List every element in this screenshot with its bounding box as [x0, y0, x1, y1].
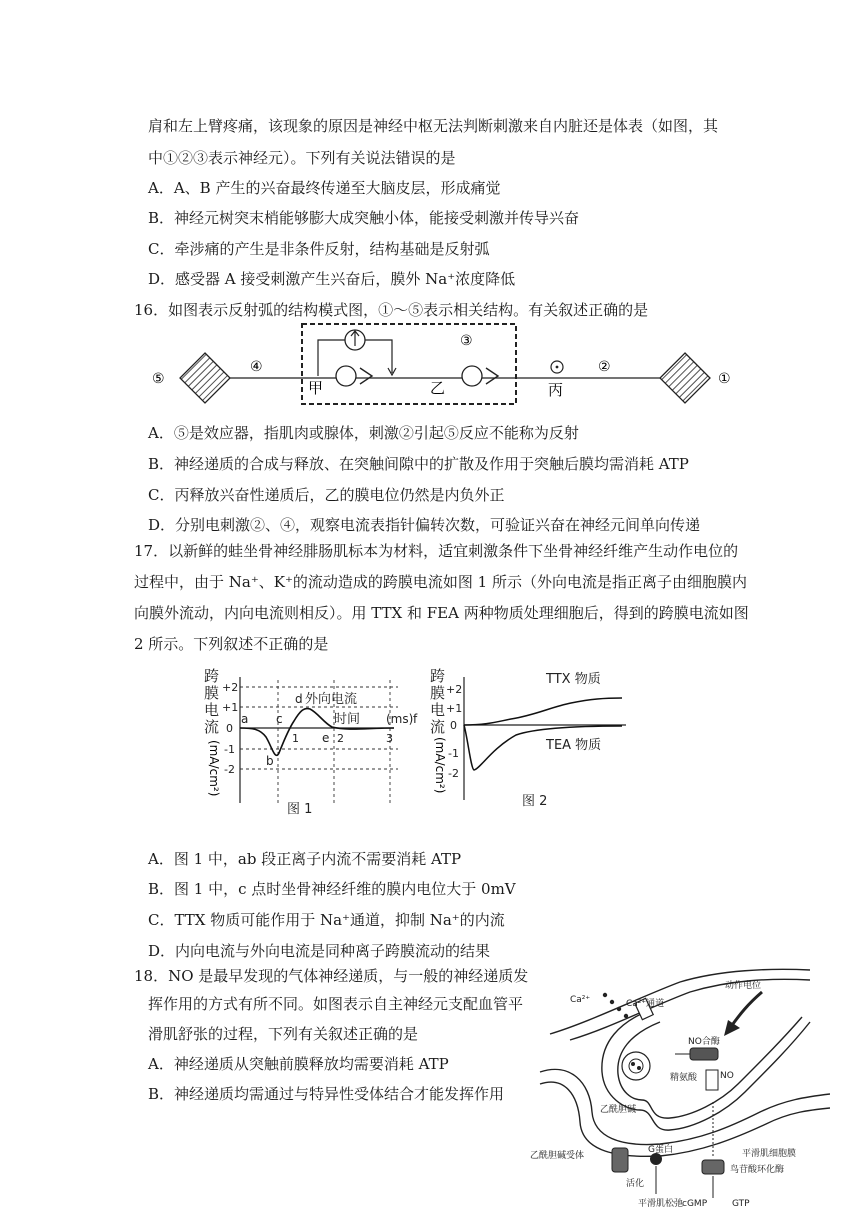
fig2-ylabel-4: 流: [430, 718, 446, 736]
label-yi: 乙: [430, 379, 446, 397]
q15-option-a: A．A、B 产生的兴奋最终传递至大脑皮层，形成痛觉: [148, 179, 501, 197]
fig2-ylabel-2: 膜: [430, 684, 446, 702]
label-guanylate: 鸟苷酸环化酶: [730, 1165, 785, 1175]
label-g-protein: G蛋白: [648, 1145, 673, 1155]
nerve-center-box: [302, 324, 516, 404]
q17-option-d: D．内向电流与外向电流是同种离子跨膜流动的结果: [148, 942, 491, 960]
fig2-unit: (mA/cm²): [433, 737, 447, 794]
label-activate: 活化: [626, 1179, 645, 1189]
fig1-point-d: d: [295, 692, 303, 706]
fig1-point-c: c: [276, 712, 283, 726]
q18-option-a: A．神经递质从突触前膜释放均需要消耗 ATP: [148, 1055, 449, 1073]
fig1-tick-p1: +1: [222, 701, 239, 714]
fig2-tick-0: 0: [450, 719, 457, 732]
label-action-potential: 动作电位: [725, 981, 762, 991]
fig1-time-label: 时间: [334, 712, 361, 727]
q15-option-b: B．神经元树突末梢能够膨大成突触小体，能接受刺激并传导兴奋: [148, 209, 580, 227]
q17-option-b: B．图 1 中，c 点时坐骨神经纤维的膜内电位大于 0mV: [148, 880, 516, 898]
fig2-tick-p2: +2: [446, 683, 463, 696]
fig1-caption: 图 1: [287, 802, 313, 817]
label-3: ③: [460, 333, 473, 349]
membrane-current-fig1: [198, 665, 428, 820]
fig1-unit: (mA/cm²): [207, 740, 221, 797]
fig1-tick-m2: -2: [224, 763, 235, 776]
fig2-tick-m1: -1: [448, 747, 459, 760]
fig2-ylabel-1: 跨: [430, 667, 446, 685]
q18-stem-line3: 滑肌舒张的过程，下列有关叙述正确的是: [148, 1025, 419, 1043]
fig1-point-a: a: [241, 712, 249, 726]
label-no: NO: [720, 1071, 734, 1081]
fig1-ylabel-2: 膜: [204, 684, 220, 702]
fig1-ylabel-3: 电: [204, 701, 220, 719]
label-4: ④: [250, 359, 263, 375]
fig1-ms: (ms): [386, 712, 414, 726]
fig1-point-e: e: [322, 731, 330, 745]
fig2-ttx-curve: [464, 698, 622, 725]
label-2: ②: [598, 359, 611, 375]
fig1-tick-m1: -1: [224, 743, 235, 756]
fig1-point-b: b: [266, 754, 274, 768]
no-synapse-figure: [530, 962, 830, 1216]
q15-stem-line2: 中①②③表示神经元）。下列有关说法错误的是: [148, 149, 456, 167]
label-ca-channel: Ca²⁺通道: [626, 999, 665, 1009]
q16-option-a: A．⑤是效应器，指肌肉或腺体，刺激②引起⑤反应不能称为反射: [148, 424, 579, 442]
label-ach-receptor: 乙酰胆碱受体: [530, 1151, 585, 1161]
q18-option-b: B．神经递质均需通过与特异性受体结合才能发挥作用: [148, 1085, 505, 1103]
fig1-xtick-1: 1: [292, 732, 299, 745]
fig1-curve: [240, 709, 394, 756]
fig2-ylabel-3: 电: [430, 701, 446, 719]
label-gtp: GTP: [732, 1199, 750, 1209]
membrane-current-fig2: [426, 665, 646, 820]
q17-option-a: A．图 1 中，ab 段正离子内流不需要消耗 ATP: [148, 850, 462, 868]
q18-stem-line2: 挥作用的方式有所不同。如图表示自主神经元支配血管平: [148, 995, 524, 1013]
fig2-ttx-label: TTX 物质: [546, 672, 601, 687]
q17-stem-line4: 2 所示。下列叙述不正确的是: [134, 635, 329, 653]
q17-stem-line3: 向膜外流动，内向电流则相反）。用 TTX 和 FEA 两种物质处理细胞后，得到的跨膜电流如图: [134, 604, 749, 622]
fig1-xtick-3: 3: [386, 732, 393, 745]
fig1-tick-p2: +2: [222, 681, 239, 694]
fig2-tea-label: TEA 物质: [546, 738, 602, 753]
label-jia: 甲: [308, 379, 324, 397]
fig1-ylabel-1: 跨: [204, 667, 220, 685]
q15-option-c: C．牵涉痛的产生是非条件反射，结构基础是反射弧: [148, 240, 490, 258]
label-relax: 平滑肌松弛: [638, 1199, 684, 1209]
fig1-tick-0: 0: [226, 722, 233, 735]
q15-option-d: D．感受器 A 接受刺激产生兴奋后，膜外 Na⁺浓度降低: [148, 270, 516, 288]
q15-stem-line1: 肩和左上臂疼痛，该现象的原因是神经中枢无法判断刺激来自内脏还是体表（如图，其: [148, 117, 719, 135]
label-ca: Ca²⁺: [570, 995, 591, 1005]
label-smooth-membrane: 平滑肌细胞膜: [742, 1149, 797, 1159]
q17-stem-line1: 17．以新鲜的蛙坐骨神经腓肠肌标本为材料，适宜刺激条件下坐骨神经纤维产生动作电位的: [134, 542, 739, 560]
q18-stem-line1: 18．NO 是最早发现的气体神经递质，与一般的神经递质发: [134, 967, 529, 985]
fig2-tick-p1: +1: [446, 702, 463, 715]
fig1-out-label: 外向电流: [305, 692, 358, 707]
fig1-xtick-2: 2: [337, 732, 344, 745]
label-cgmp: cGMP: [682, 1199, 708, 1209]
label-bing: 丙: [548, 381, 564, 399]
label-5: ⑤: [152, 371, 165, 387]
fig1-point-f: f: [413, 712, 418, 726]
fig2-caption: 图 2: [522, 794, 548, 809]
label-arginine: 精氨酸: [670, 1073, 698, 1083]
receptor-diamond: [660, 353, 710, 403]
q16-option-d: D．分别电刺激②、④，观察电流表指针偏转次数，可验证兴奋在神经元间单向传递: [148, 516, 701, 534]
label-ach: 乙酰胆碱: [600, 1105, 637, 1115]
reflex-arc-figure: [150, 318, 750, 408]
q16-stem: 16．如图表示反射弧的结构模式图，①～⑤表示相关结构。有关叙述正确的是: [134, 301, 649, 319]
effector-diamond: [180, 353, 230, 403]
fig2-tick-m2: -2: [448, 767, 459, 780]
fig1-ylabel-4: 流: [204, 718, 220, 736]
q17-stem-line2: 过程中，由于 Na⁺、K⁺的流动造成的跨膜电流如图 1 所示（外向电流是指正离子由细胞膜内: [134, 573, 747, 591]
q17-option-c: C．TTX 物质可能作用于 Na⁺通道，抑制 Na⁺的内流: [148, 911, 505, 929]
q16-option-b: B．神经递质的合成与释放、在突触间隙中的扩散及作用于突触后膜均需消耗 ATP: [148, 455, 689, 473]
label-1: ①: [718, 371, 731, 387]
q16-option-c: C．丙释放兴奋性递质后，乙的膜电位仍然是内负外正: [148, 486, 505, 504]
label-no-synthase: NO合酶: [688, 1037, 720, 1047]
